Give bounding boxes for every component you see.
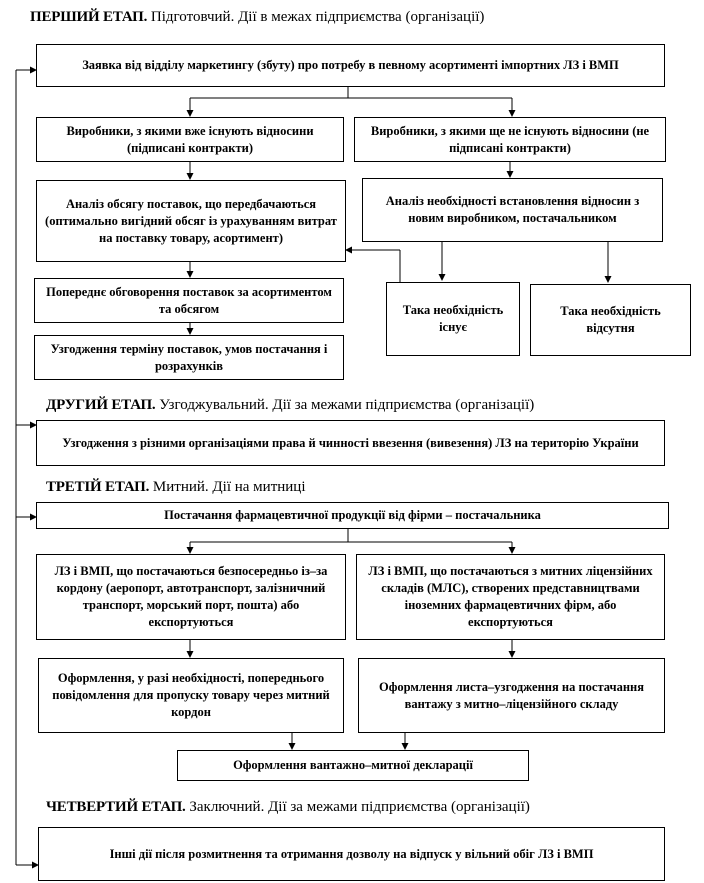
box-existing-producers: Виробники, з якими вже існують відносини (підписані контракти) [36,117,344,162]
box-supply: Постачання фармацевтичної продукції від фірми – постачальника [36,502,669,529]
stage-3-description: Митний. Дії на митниці [152,479,306,495]
stage-2-title: ДРУГИЙ ЕТАП. [46,397,156,413]
stage-1-description: Підготовчий. Дії в межах підприємства (організації) [150,9,485,25]
box-preliminary-discussion: Попереднє обговорення поставок за асортиментом та обсягом [34,278,344,323]
box-agreement-letter: Оформлення листа–узгодження на постачання вантажу з митно–ліцензійного складу [358,658,665,733]
box-agreement-terms: Узгодження терміну поставок, умов постачання і розрахунків [34,335,344,380]
stage-2-heading [46,396,534,414]
stage-3-title: ТРЕТІЙ ЕТАП. [46,479,150,495]
stage-2-description: Узгоджувальний. Дії за межами підприємства (організації) [159,397,535,413]
stage-4-heading [46,798,530,816]
stage-4-description: Заключний. Дії за межами підприємства (організації) [189,799,530,815]
box-agreement-organizations: Узгодження з різними організаціями права й чинності ввезення (вивезення) ЛЗ на територію України [36,420,665,466]
stage-1-heading [30,8,484,26]
box-preliminary-notice: Оформлення, у разі необхідності, попереднього повідомлення для пропуску товару через митний кордон [38,658,344,733]
box-analysis-need: Аналіз необхідності встановлення відносин з новим виробником, постачальником [362,178,663,242]
box-need-absent: Така необхідність відсутня [530,284,691,356]
box-customs-declaration: Оформлення вантажно–митної декларації [177,750,529,781]
box-direct-delivery: ЛЗ і ВМП, що постачаються безпосередньо із–за кордону (аеропорт, автотранспорт, залізничний транспорт, морський порт, пошта) або експортуються [36,554,346,640]
box-marketing-request: Заявка від відділу маркетингу (збуту) про потребу в певному асортименті імпортних ЛЗ і ВМП [36,44,665,87]
box-analysis-volume: Аналіз обсягу поставок, що передбачаються (оптимально вигідний обсяг із урахуванням витрат на поставку товару, асортимент) [36,180,346,262]
box-final-actions: Інші дії після розмитнення та отримання дозволу на відпуск у вільний обіг ЛЗ і ВМП [38,827,665,881]
stage-3-heading [46,478,306,496]
box-new-producers: Виробники, з якими ще не існують відносини (не підписані контракти) [354,117,666,162]
stage-1-title: ПЕРШИЙ ЕТАП. [30,9,148,25]
stage-4-title: ЧЕТВЕРТИЙ ЕТАП. [46,799,186,815]
box-need-exists: Така необхідність існує [386,282,520,356]
box-licensed-warehouse: ЛЗ і ВМП, що постачаються з митних ліцензійних складів (МЛС), створених представництвами іноземних фармацевтичних фірм, або експортуються [356,554,665,640]
